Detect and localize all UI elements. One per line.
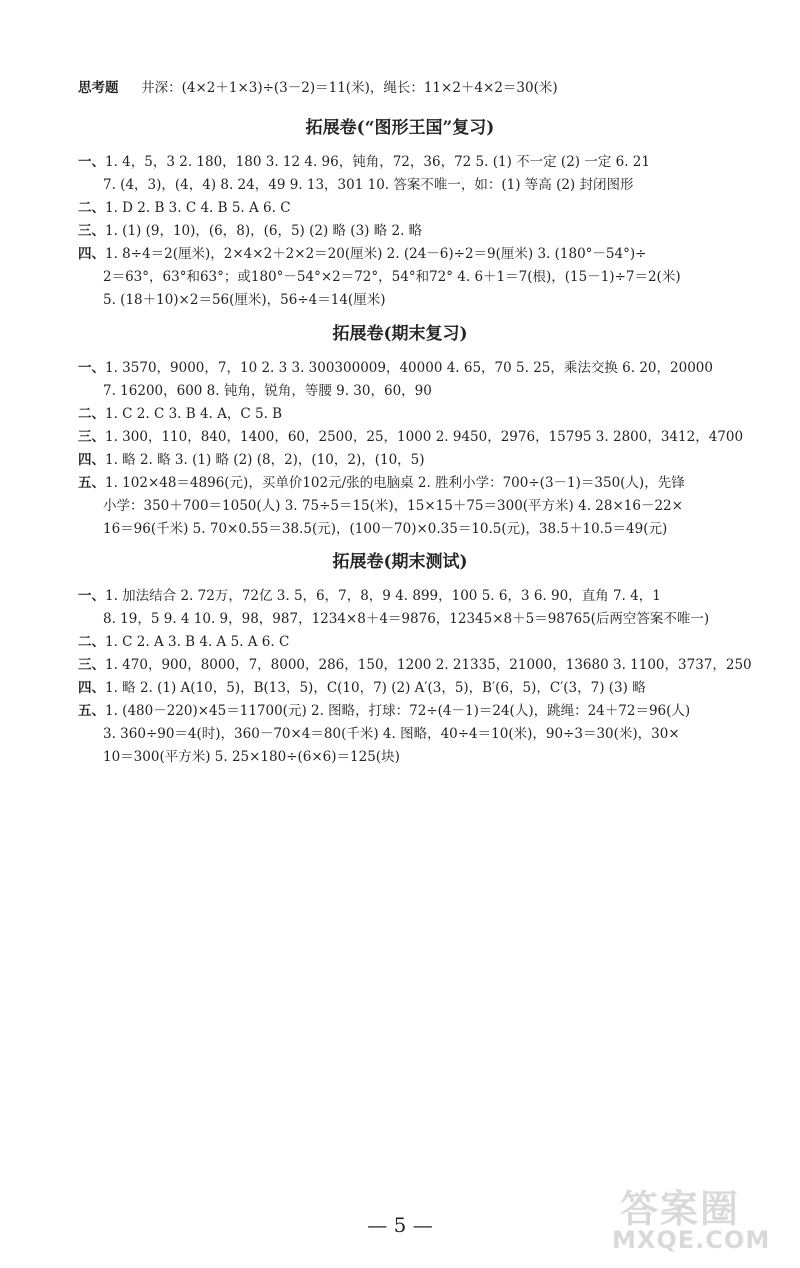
- answer-line: 四、1. 8÷4＝2(厘米)，2×4×2＋2×2＝20(厘米) 2. (24－6)÷2＝9(厘米) 3. (180°－54°)÷: [78, 246, 647, 262]
- page-number: — 5 —: [367, 1213, 433, 1237]
- answer-line: 2＝63°，63°和63°；或180°－54°×2＝72°，54°和72° 4. 6＋1＝7(根)，(15－1)÷7＝2(米): [103, 269, 681, 285]
- section-title: 拓展卷(期末复习): [332, 324, 468, 344]
- answer-line: 五、1. (480－220)×45＝11700(元) 2. 图略，打球：72÷(4－1)＝24(人)，跳绳：24＋72＝96(人): [78, 703, 691, 719]
- intro-text: 井深：(4×2＋1×3)÷(3－2)＝11(米)，绳长：11×2＋4×2＝30(米): [141, 80, 558, 96]
- intro-label: 思考题: [78, 80, 119, 96]
- answer-line: 7. (4，3)，(4，4) 8. 24，49 9. 13，301 10. 答案不唯一，如：(1) 等高 (2) 封闭图形: [103, 177, 634, 193]
- answer-line: 8. 19，5 9. 4 10. 9，98，987，1234×8＋4＝9876，12345×8＋5＝98765(后两空答案不唯一): [103, 611, 710, 627]
- watermark-text: 答案圈: [620, 1187, 741, 1231]
- section-title: 拓展卷(“图形王国”复习): [305, 118, 495, 138]
- answer-line: 五、1. 102×48＝4896(元)，买单价102元/张的电脑桌 2. 胜利小学：700÷(3－1)＝350(人)，先锋: [78, 475, 685, 491]
- answer-line: 一、1. 4，5，3 2. 180，180 3. 12 4. 96，钝角，72，36，72 5. (1) 不一定 (2) 一定 6. 21: [78, 154, 650, 170]
- section-title: 拓展卷(期末测试): [332, 552, 468, 572]
- watermark-logo: [612, 1176, 782, 1262]
- watermark-url: MXQE.COM: [612, 1226, 771, 1254]
- answer-line: 三、1. 470，900，8000，7，8000，286，150，1200 2. 21335，21000，13680 3. 1100，3737，250: [78, 657, 752, 673]
- answer-line: 10＝300(平方米) 5. 25×180÷(6×6)＝125(块): [103, 749, 400, 765]
- intro-line: [78, 78, 778, 98]
- answer-line: 二、1. D 2. B 3. C 4. B 5. A 6. C: [78, 200, 291, 216]
- answer-line: 四、1. 略 2. (1) A(10，5)，B(13，5)，C(10，7) (2) A′(3，5)，B′(6，5)，C′(3，7) (3) 略: [78, 680, 646, 696]
- answer-line: 二、1. C 2. C 3. B 4. A，C 5. B: [78, 406, 283, 422]
- answer-line: 三、1. (1) (9，10)，(6，8)，(6，5) (2) 略 (3) 略 2. 略: [78, 223, 423, 239]
- answer-line: 16＝96(千米) 5. 70×0.55＝38.5(元)，(100－70)×0.35＝10.5(元)，38.5＋10.5＝49(元): [103, 521, 668, 537]
- answer-line: 二、1. C 2. A 3. B 4. A 5. A 6. C: [78, 634, 290, 650]
- answer-line: 三、1. 300，110，840，1400，60，2500，25，1000 2. 9450，2976，15795 3. 2800，3412，4700: [78, 429, 744, 445]
- answer-line: 一、1. 3570，9000，7，10 2. 3 3. 300300009，40000 4. 65，70 5. 25，乘法交换 6. 20，20000: [78, 360, 713, 376]
- answer-line: 5. (18＋10)×2＝56(厘米)，56÷4＝14(厘米): [103, 292, 386, 308]
- answer-line: 7. 16200，600 8. 钝角，锐角，等腰 9. 30，60，90: [103, 383, 432, 399]
- answer-line: 3. 360÷90＝4(时)，360－70×4＝80(千米) 4. 图略，40÷4＝10(米)，90÷3＝30(米)，30×: [103, 726, 680, 742]
- answer-line: 一、1. 加法结合 2. 72万，72亿 3. 5，6，7，8，9 4. 899，100 5. 6，3 6. 90，直角 7. 4，1: [78, 588, 661, 604]
- answer-line: 小学：350＋700＝1050(人) 3. 75÷5＝15(米)，15×15＋75＝300(平方米) 4. 28×16－22×: [103, 498, 683, 514]
- answer-line: 四、1. 略 2. 略 3. (1) 略 (2) (8，2)，(10，2)，(10，5): [78, 452, 425, 468]
